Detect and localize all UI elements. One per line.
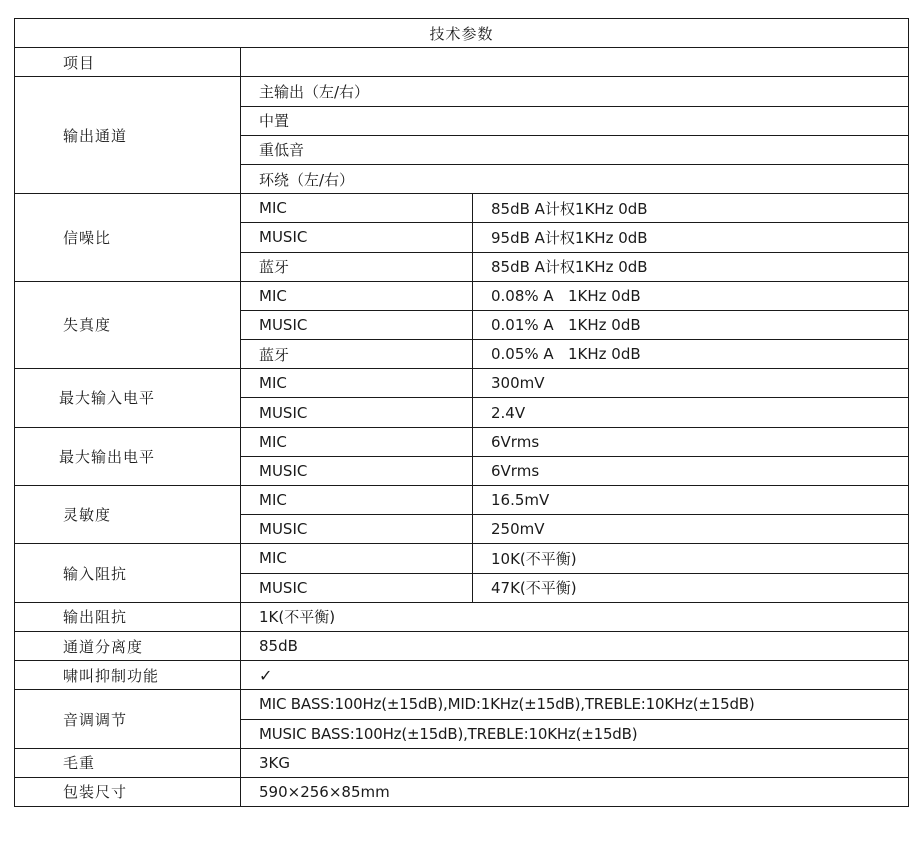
output-channel-subwoofer: 重低音 xyxy=(241,135,909,164)
row-output-impedance xyxy=(15,602,909,631)
output-channel-surround: 环绕（左/右） xyxy=(241,164,909,193)
row-gross-weight xyxy=(15,748,909,777)
sensitivity-value: 16.5mV xyxy=(473,486,909,515)
sensitivity-value: 250mV xyxy=(473,515,909,544)
max-input-level-value: 300mV xyxy=(473,369,909,398)
row-tone-control xyxy=(15,690,909,719)
snr-source: MUSIC xyxy=(241,223,473,252)
snr-label: 信噪比 xyxy=(15,194,241,282)
distortion-label: 失真度 xyxy=(15,281,241,369)
input-impedance-value: 10K(不平衡) xyxy=(473,544,909,573)
feedback-suppression-value xyxy=(241,661,909,690)
distortion-source: MIC xyxy=(241,281,473,310)
distortion-value: 0.05% A 1KHz 0dB xyxy=(473,340,909,369)
item-label: 项目 xyxy=(15,48,241,77)
sensitivity-label: 灵敏度 xyxy=(15,486,241,544)
table-title: 技术参数 xyxy=(15,19,909,48)
channel-separation-label: 通道分离度 xyxy=(15,631,241,660)
row-item xyxy=(15,48,909,77)
snr-value: 95dB A计权1KHz 0dB xyxy=(473,223,909,252)
distortion-value: 0.08% A 1KHz 0dB xyxy=(473,281,909,310)
snr-source: 蓝牙 xyxy=(241,252,473,281)
input-impedance-source: MUSIC xyxy=(241,573,473,602)
max-output-level-value: 6Vrms xyxy=(473,456,909,485)
max-output-level-label: 最大输出电平 xyxy=(15,427,241,485)
sensitivity-source: MIC xyxy=(241,486,473,515)
max-input-level-source: MUSIC xyxy=(241,398,473,427)
output-channels-label: 输出通道 xyxy=(15,77,241,194)
checkmark-icon: ✓ xyxy=(259,665,273,685)
row-distortion xyxy=(15,281,909,310)
row-package-size xyxy=(15,777,909,806)
snr-value: 85dB A计权1KHz 0dB xyxy=(473,252,909,281)
feedback-suppression-label: 啸叫抑制功能 xyxy=(15,661,241,690)
package-size-value: 590×256×85mm xyxy=(241,777,909,806)
package-size-label: 包装尺寸 xyxy=(15,777,241,806)
row-output-channels xyxy=(15,77,909,106)
max-output-level-source: MIC xyxy=(241,427,473,456)
row-input-impedance xyxy=(15,544,909,573)
output-channel-center: 中置 xyxy=(241,106,909,135)
row-snr xyxy=(15,194,909,223)
output-impedance-label: 输出阻抗 xyxy=(15,602,241,631)
sensitivity-source: MUSIC xyxy=(241,515,473,544)
distortion-value: 0.01% A 1KHz 0dB xyxy=(473,310,909,339)
gross-weight-label: 毛重 xyxy=(15,748,241,777)
row-max-output-level xyxy=(15,427,909,456)
snr-source: MIC xyxy=(241,194,473,223)
tone-control-music: MUSIC BASS:100Hz(±15dB),TREBLE:10KHz(±15dB) xyxy=(241,719,909,748)
max-input-level-source: MIC xyxy=(241,369,473,398)
max-input-level-value: 2.4V xyxy=(473,398,909,427)
input-impedance-value: 47K(不平衡) xyxy=(473,573,909,602)
snr-value: 85dB A计权1KHz 0dB xyxy=(473,194,909,223)
output-impedance-value: 1K(不平衡) xyxy=(241,602,909,631)
channel-separation-value: 85dB xyxy=(241,631,909,660)
input-impedance-source: MIC xyxy=(241,544,473,573)
row-sensitivity xyxy=(15,486,909,515)
distortion-source: MUSIC xyxy=(241,310,473,339)
input-impedance-label: 输入阻抗 xyxy=(15,544,241,602)
title-row xyxy=(15,19,909,48)
tone-control-label: 音调调节 xyxy=(15,690,241,748)
row-feedback-suppression xyxy=(15,661,909,690)
row-max-input-level xyxy=(15,369,909,398)
item-value xyxy=(241,48,909,77)
distortion-source: 蓝牙 xyxy=(241,340,473,369)
spec-table xyxy=(14,18,909,807)
output-channel-main: 主输出（左/右） xyxy=(241,77,909,106)
row-channel-separation xyxy=(15,631,909,660)
max-output-level-source: MUSIC xyxy=(241,456,473,485)
max-output-level-value: 6Vrms xyxy=(473,427,909,456)
gross-weight-value: 3KG xyxy=(241,748,909,777)
tone-control-mic: MIC BASS:100Hz(±15dB),MID:1KHz(±15dB),TREBLE:10KHz(±15dB) xyxy=(241,690,909,719)
max-input-level-label: 最大输入电平 xyxy=(15,369,241,427)
